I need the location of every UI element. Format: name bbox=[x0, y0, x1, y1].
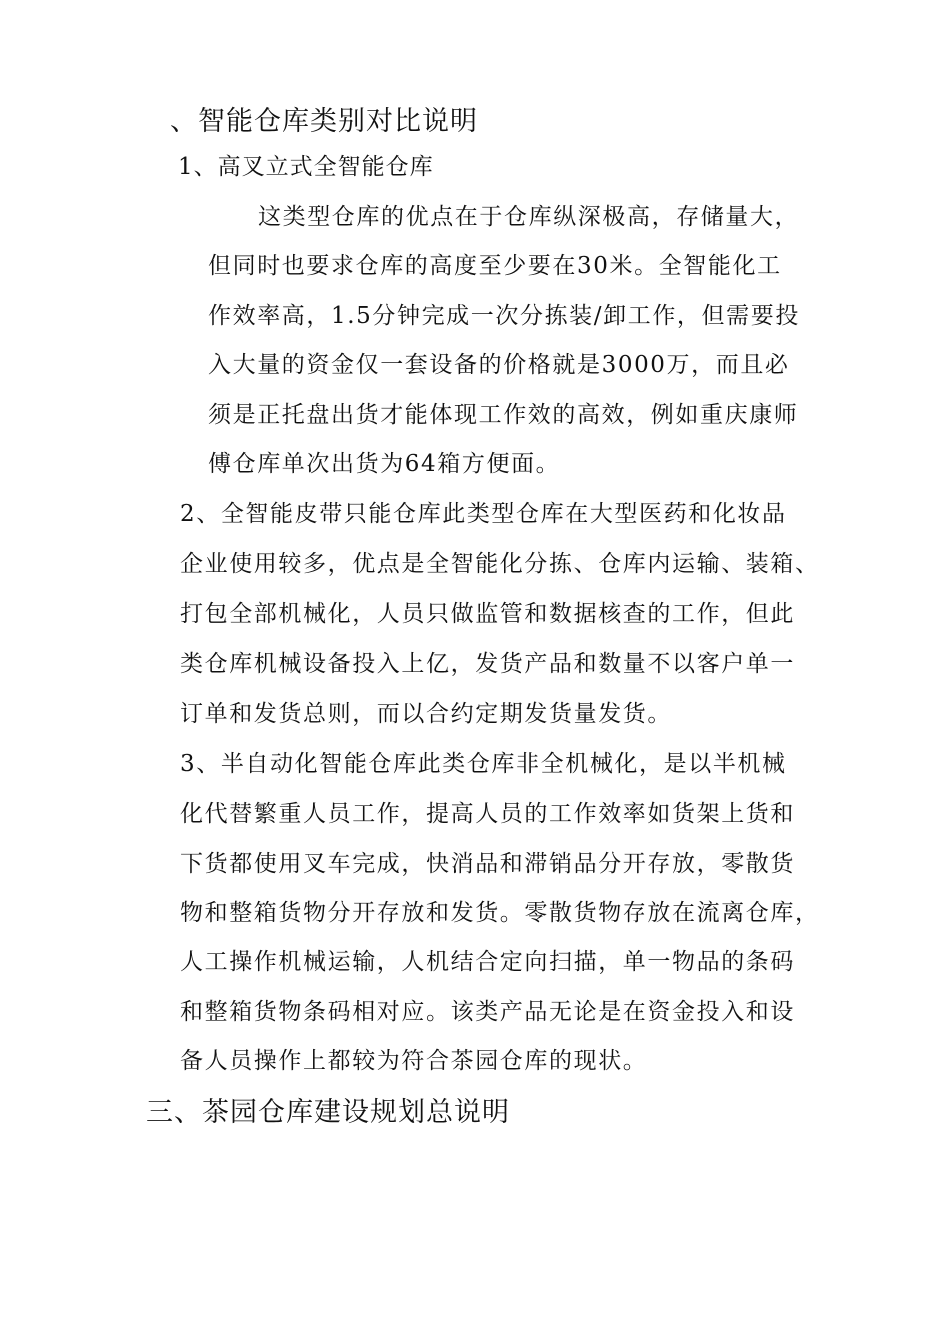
item-1-line: 入大量的资金仅一套设备的价格就是3000万，而且必 bbox=[208, 352, 790, 378]
item-3-line: 下货都使用叉车完成，快消品和滞销品分开存放，零散货 bbox=[180, 851, 795, 877]
item-2-line: 类仓库机械设备投入上亿，发货产品和数量不以客户单一 bbox=[180, 651, 795, 677]
item-3-line: 化代替繁重人员工作，提高人员的工作效率如货架上货和 bbox=[180, 801, 795, 827]
item-2-line: 企业使用较多，优点是全智能化分拣、仓库内运输、装箱、 bbox=[180, 551, 820, 577]
item-3-line: 备人员操作上都较为符合茶园仓库的现状。 bbox=[180, 1048, 648, 1074]
item-1-line: 这类型仓库的优点在于仓库纵深极高，存储量大， bbox=[258, 204, 800, 230]
item-1-line: 作效率高，1.5分钟完成一次分拣装/卸工作，但需要投 bbox=[208, 303, 800, 329]
item-1-line: 须是正托盘出货才能体现工作效的高效，例如重庆康师 bbox=[208, 402, 799, 428]
section-heading-2: 、智能仓库类别对比说明 bbox=[170, 106, 478, 137]
section-heading-3: 三、茶园仓库建设规划总说明 bbox=[146, 1097, 510, 1128]
item-1-line: 但同时也要求仓库的高度至少要在30米。全智能化工 bbox=[208, 253, 782, 279]
item-1-title: 1、高叉立式全智能仓库 bbox=[178, 154, 434, 180]
item-3-line: 物和整箱货物分开存放和发货。零散货物存放在流离仓库， bbox=[180, 900, 820, 926]
item-1-line: 傅仓库单次出货为64箱方便面。 bbox=[208, 451, 561, 477]
item-2-line: 订单和发货总则，而以合约定期发货量发货。 bbox=[180, 701, 672, 727]
item-3-line: 人工操作机械运输，人机结合定向扫描，单一物品的条码 bbox=[180, 949, 795, 975]
item-2-line: 2、全智能皮带只能仓库此类型仓库在大型医药和化妆品 bbox=[180, 501, 787, 527]
item-3-line: 3、半自动化智能仓库此类仓库非全机械化，是以半机械 bbox=[180, 751, 787, 777]
item-2-line: 打包全部机械化，人员只做监管和数据核查的工作，但此 bbox=[180, 601, 795, 627]
item-3-line: 和整箱货物条码相对应。该类产品无论是在资金投入和设 bbox=[180, 999, 795, 1025]
